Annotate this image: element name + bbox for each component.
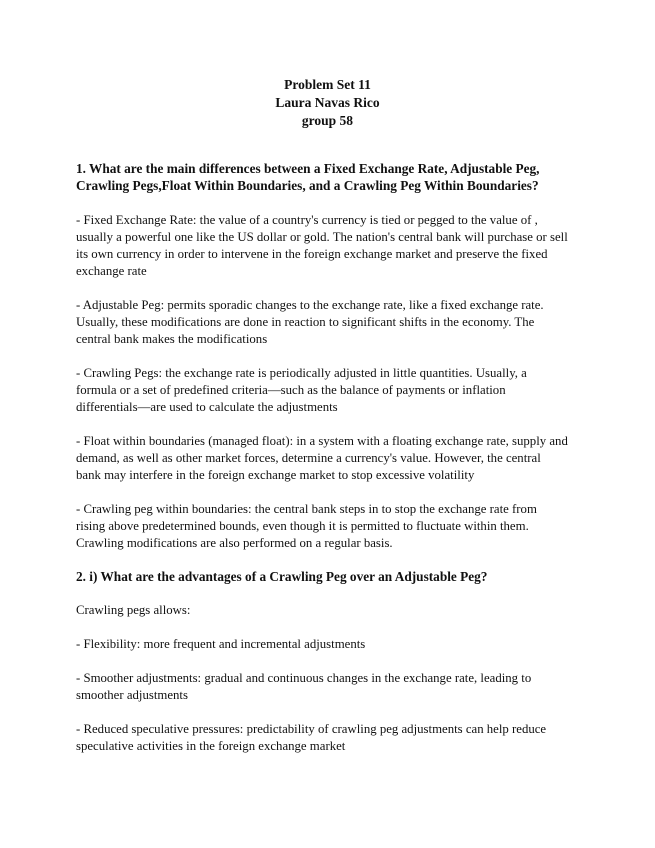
author-name: Laura Navas Rico <box>275 95 380 110</box>
question-1-heading: 1. What are the main differences between a Fixed Exchange Rate, Adjustable Peg, Crawling Pegs,Float Within Boundaries, and a Crawling Peg Within Boundaries? <box>76 161 540 193</box>
q2-paragraph-flexibility: - Flexibility: more frequent and incremental adjustments <box>76 637 366 651</box>
q1-paragraph-adjustable-peg: - Adjustable Peg: permits sporadic changes to the exchange rate, like a fixed exchange rate. Usually, these modifications are done in reaction to significant shifts in the economy. The central bank makes the modifications <box>76 298 544 346</box>
document-header <box>0 76 655 130</box>
question-2-heading: 2. i) What are the advantages of a Crawling Peg over an Adjustable Peg? <box>76 569 488 584</box>
document-title: Problem Set 11 <box>284 77 371 92</box>
group-label: group 58 <box>301 113 354 128</box>
q2-paragraph-smoother-adjustments: - Smoother adjustments: gradual and continuous changes in the exchange rate, leading to smoother adjustments <box>76 671 532 702</box>
q2-intro: Crawling pegs allows: <box>76 603 191 617</box>
q1-paragraph-crawling-peg-within-boundaries: - Crawling peg within boundaries: the central bank steps in to stop the exchange rate from rising above predetermined bounds, even though it is permitted to fluctuate within them. Crawling modifications are also performed on a regular basis. <box>76 502 537 550</box>
q1-paragraph-crawling-pegs: - Crawling Pegs: the exchange rate is periodically adjusted in little quantities. Usually, a formula or a set of predefined criteria—such as the balance of payments or inflation differentials—are used to calculate the adjustments <box>76 366 527 414</box>
q2-paragraph-reduced-speculative-pressures: - Reduced speculative pressures: predictability of crawling peg adjustments can help reduce speculative activities in the foreign exchange market <box>76 722 547 753</box>
q1-paragraph-fixed-exchange-rate: - Fixed Exchange Rate: the value of a country's currency is tied or pegged to the value of , usually a powerful one like the US dollar or gold. The nation's central bank will purchase or sell its own currency in order to intervene in the foreign exchange market and preserve the fixed exchange rate <box>76 213 568 278</box>
q1-paragraph-float-within-boundaries: - Float within boundaries (managed float): in a system with a floating exchange rate, supply and demand, as well as other market forces, determine a currency's value. However, the central bank may interfere in the foreign exchange market to stop excessive volatility <box>76 434 568 482</box>
document-body <box>76 160 568 755</box>
